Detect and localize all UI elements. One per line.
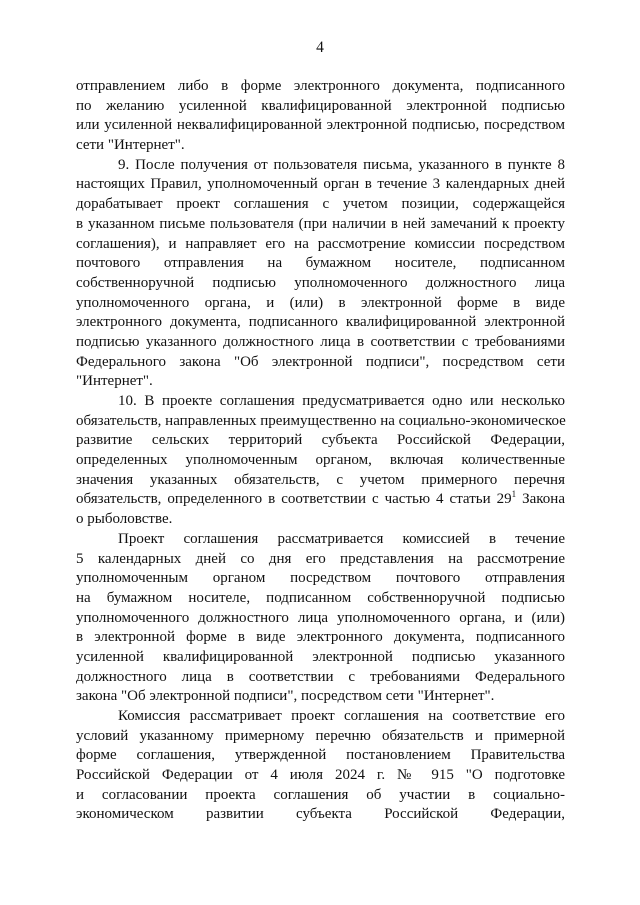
text-line: почтового отправления на бумажном носителе, подписанном <box>76 255 565 272</box>
text-segment: обязательств, определенного в соответствии с частью 4 статьи 29 <box>76 491 512 508</box>
text-line: Федерального закона "Об электронной подписи", посредством сети <box>76 353 565 370</box>
text-line: уполномоченным органом посредством почтового отправления <box>76 570 565 587</box>
text-line: должностного лица в соответствии с требованиями Федерального <box>76 668 565 685</box>
text-line: Комиссия рассматривает проект соглашения на соответствие его <box>118 708 565 724</box>
document-body <box>76 77 565 825</box>
paragraph-item-10 <box>76 392 565 530</box>
text-line: Российской Федерации от 4 июля 2024 г. № 915 "О подготовке <box>76 767 565 784</box>
paragraph-project-review <box>76 530 565 707</box>
superscript: 1 <box>511 489 517 500</box>
text-line: закона "Об электронной подписи", посредством сети "Интернет". <box>76 688 495 705</box>
text-line: и согласовании проекта соглашения об участии в социально- <box>76 786 565 803</box>
text-line: экономическом развитии субъекта Российской Федерации, <box>76 806 565 823</box>
page-number: 4 <box>316 39 324 56</box>
text-line: на бумажном носителе, подписанном собственноручной подписью <box>76 589 565 606</box>
text-line: электронного документа, подписанного квалифицированной электронной <box>76 314 565 331</box>
text-line: подписью указанного должностного лица в соответствии с требованиями <box>76 333 565 350</box>
text-line: форме соглашения, утвержденной постановлением Правительства <box>76 747 565 764</box>
text-line: по желанию усиленной квалифицированной электронной подписью <box>76 97 565 114</box>
paragraph-item-9 <box>76 156 565 392</box>
text-line: усиленной квалифицированной электронной подписью указанного <box>76 648 565 665</box>
paragraph-continuation <box>76 77 565 156</box>
text-line: "Интернет". <box>76 373 153 390</box>
text-segment: Закона <box>516 491 565 508</box>
text-line: собственноручной подписью уполномоченного должностного лица <box>76 274 565 291</box>
text-line-with-superscript <box>76 490 565 510</box>
text-line: о рыболовстве. <box>76 511 173 528</box>
text-line: или усиленной неквалифицированной электронной подписью, посредством <box>76 117 565 134</box>
text-line: соглашения), и направляет его на рассмотрение комиссии посредством <box>76 235 565 252</box>
text-line: уполномоченного должностного лица уполномоченного органа, и (или) <box>76 609 565 626</box>
paragraph-commission-review <box>76 707 565 825</box>
text-line: значения указанных обязательств, с учетом примерного перечня <box>76 471 565 488</box>
text-line: 5 календарных дней со дня его представления на рассмотрение <box>76 550 565 567</box>
text-line: определенных уполномоченным органом, включая количественные <box>76 452 565 469</box>
text-line: условий указанному примерному перечню обязательств и примерной <box>76 727 565 744</box>
text-line: развитие сельских территорий субъекта Российской Федерации, <box>76 432 565 449</box>
text-line: Проект соглашения рассматривается комиссией в течение <box>118 530 565 547</box>
text-line: 10. В проекте соглашения предусматривается одно или несколько <box>118 393 565 409</box>
text-line: в электронной форме в виде электронного документа, подписанного <box>76 629 565 646</box>
text-line: в указанном письме пользователя (при наличии в ней замечаний к проекту <box>76 215 565 232</box>
text-line: отправлением либо в форме электронного документа, подписанного <box>76 78 565 94</box>
text-line: 9. После получения от пользователя письма, указанного в пункте 8 <box>118 156 565 173</box>
text-line: обязательств, направленных преимущественно на социально-экономическое <box>76 412 566 429</box>
text-line: настоящих Правил, уполномоченный орган в течение 3 календарных дней <box>76 176 565 193</box>
text-line: уполномоченного органа, и (или) в электронной форме в виде <box>76 294 565 311</box>
text-line: сети "Интернет". <box>76 137 185 154</box>
text-line: дорабатывает проект соглашения с учетом позиции, содержащейся <box>76 196 565 213</box>
